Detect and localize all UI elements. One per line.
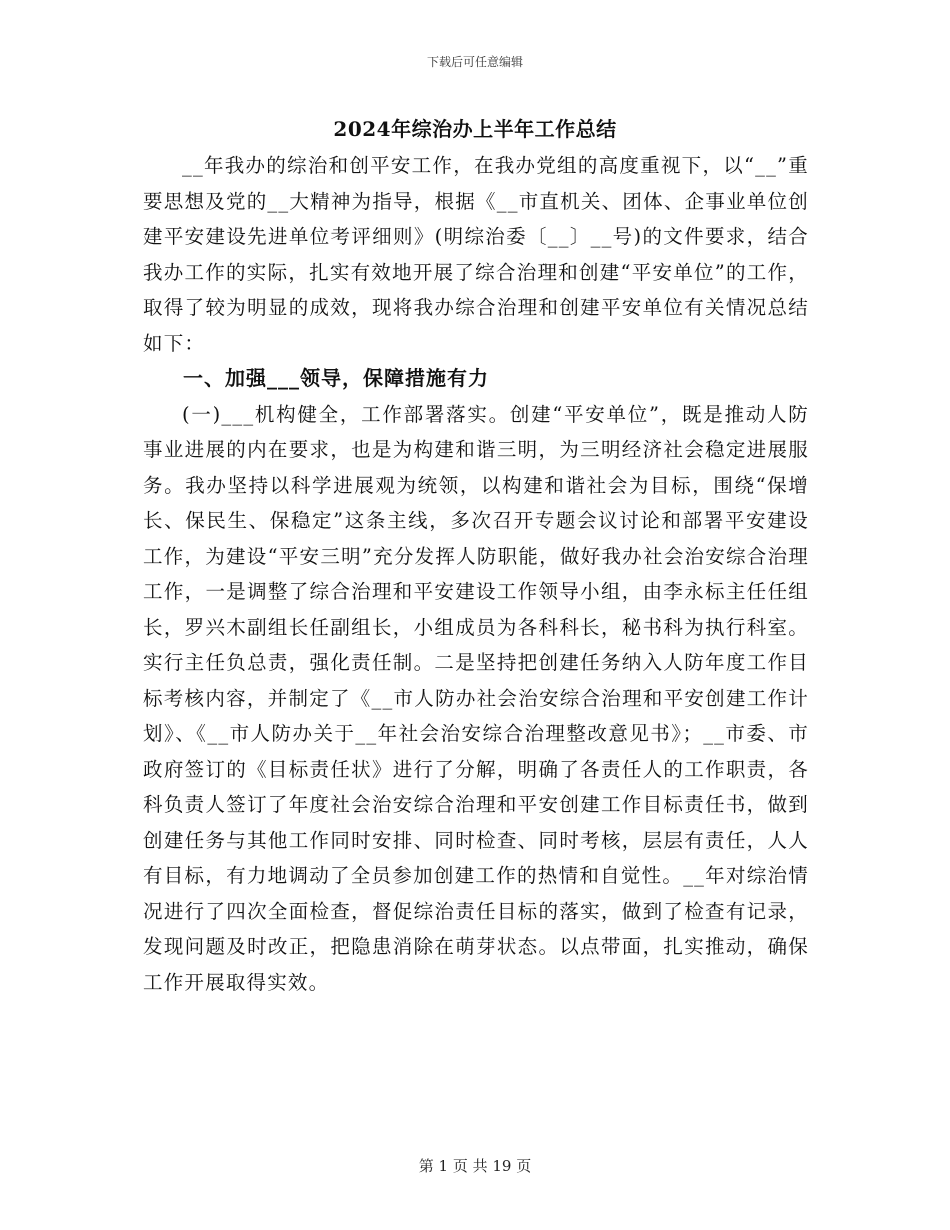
- page-header-note: 下载后可任意编辑: [426, 55, 523, 69]
- section-heading: 一、加强___领导，保障措施有力: [183, 366, 489, 390]
- intro-paragraph: __年我办的综治和创平安工作，在我办党组的高度重视下，以“__”重要思想及党的__大精神为指导，根据《__市直机关、团体、企事业单位创建平安建设先进单位考评细则》(明综治委〔__〕__号)的文件要求，结合我办工作的实际，扎实有效地开展了综合治理和创建“平安单位”的工作，取得了较为明显的成效，现将我办综合治理和创建平安单位有关情况总结如下：: [143, 154, 809, 355]
- document-title: 2024年综治办上半年工作总结: [333, 117, 617, 141]
- section-paragraph: (一)___机构健全，工作部署落实。创建“平安单位”，既是推动人防事业进展的内在要求，也是为构建和谐三明，为三明经济社会稳定进展服务。我办坚持以科学进展观为统领，以构建和谐社会为目标，围绕“保增长、保民生、保稳定”这条主线，多次召开专题会议讨论和部署平安建设工作，为建设“平安三明”充分发挥人防职能，做好我办社会治安综合治理工作，一是调整了综合治理和平安建设工作领导小组，由李永标主任任组长，罗兴木副组长任副组长，小组成员为各科科长，秘书科为执行科室。实行主任负总责，强化责任制。二是坚持把创建任务纳入人防年度工作目标考核内容，并制定了《__市人防办社会治安综合治理和平安创建工作计划》、《__市人防办关于__年社会治安综合治理整改意见书》；__市委、市政府签订的《目标责任状》进行了分解，明确了各责任人的工作职责，各科负责人签订了年度社会治安综合治理和平安创建工作目标责任书，做到创建任务与其他工作同时安排、同时检查、同时考核，层层有责任，人人有目标，有力地调动了全员参加创建工作的热情和自觉性。__年对综治情况进行了四次全面检查，督促综治责任目标的落实，做到了检查有记录，发现问题及时改正，把隐患消除在萌芽状态。以点带面，扎实推动，确保工作开展取得实效。: [143, 402, 809, 994]
- document-body: [143, 148, 809, 1000]
- page-number: 第 1 页 共 19 页: [418, 1157, 532, 1175]
